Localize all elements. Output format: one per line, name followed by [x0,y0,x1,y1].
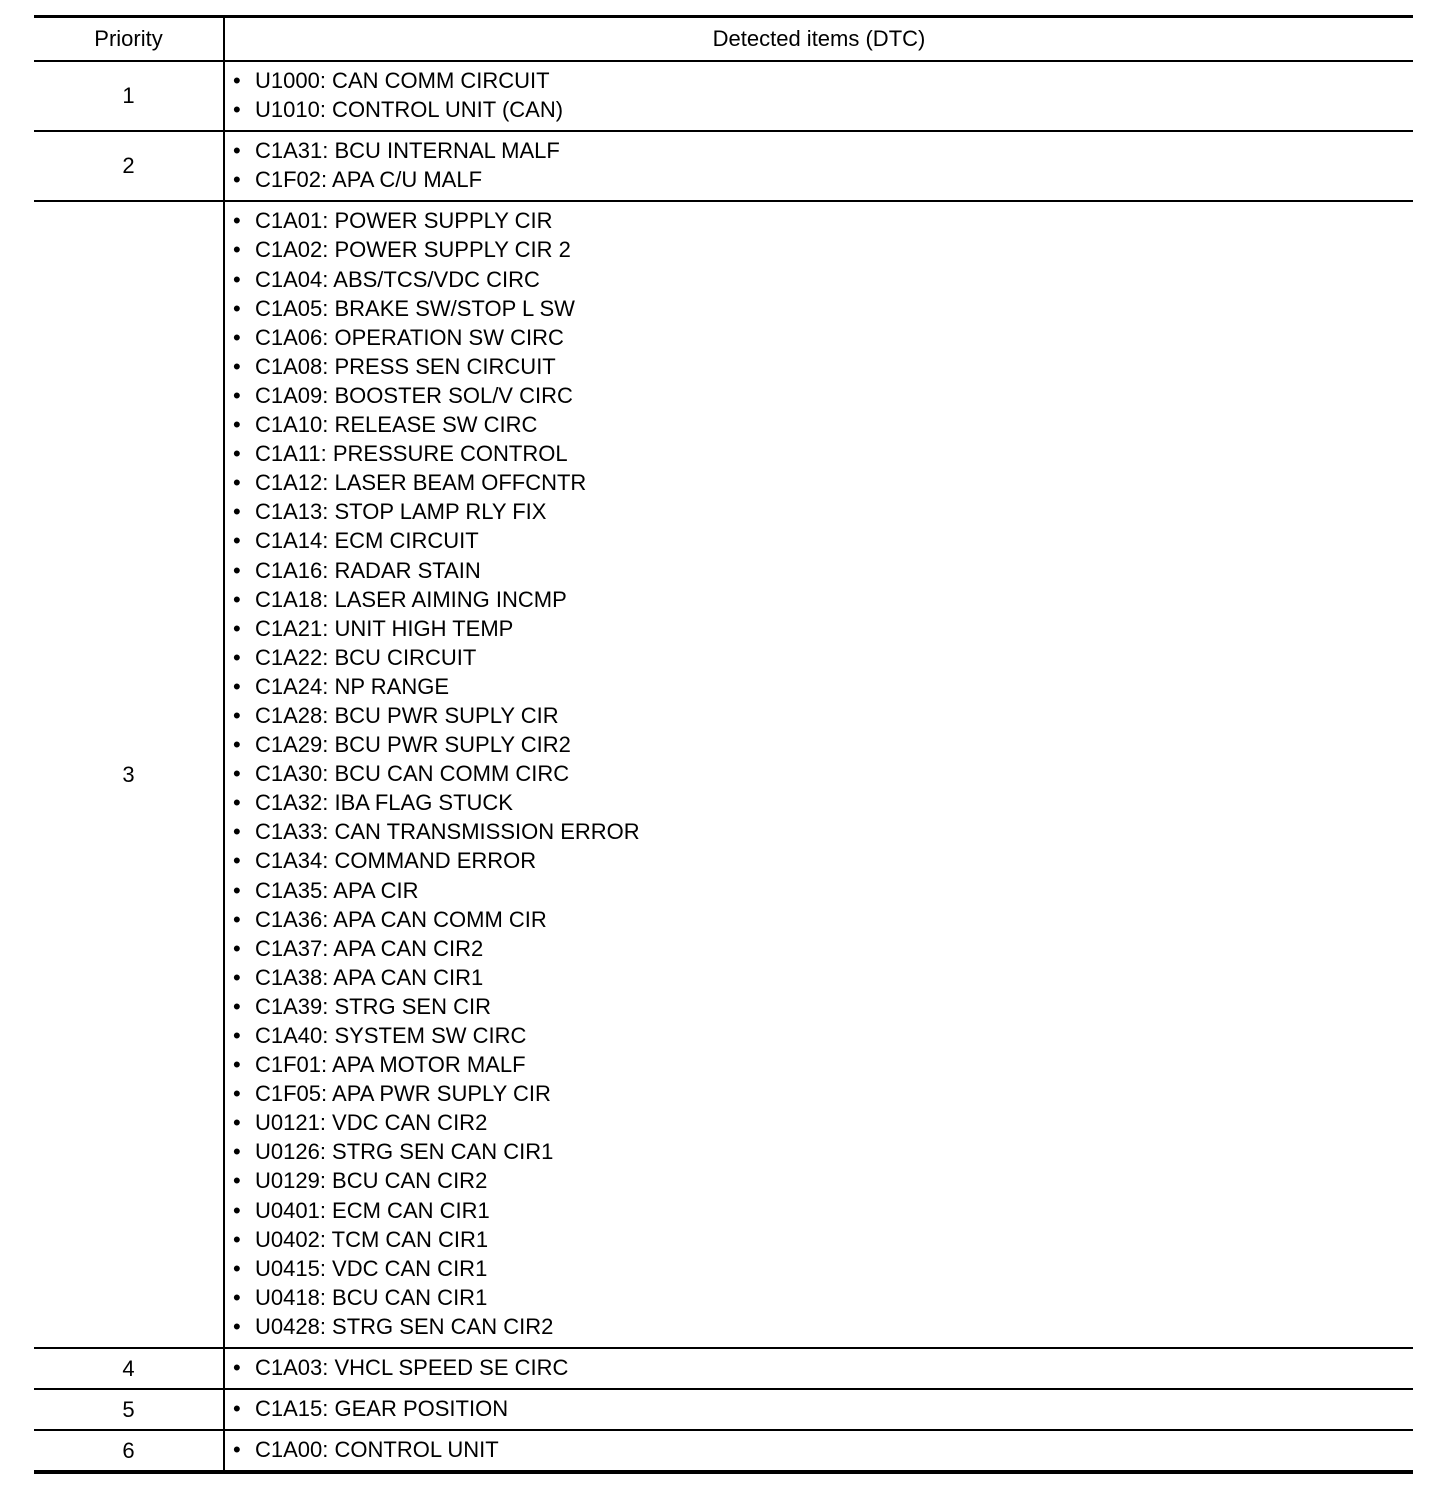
dtc-item-text: U0129: BCU CAN CIR2 [255,1168,488,1194]
bullet-icon: • [233,138,241,164]
bullet-icon: • [233,761,241,787]
list-item [233,585,1413,614]
list-item [233,643,1413,672]
list-item [233,905,1413,934]
header-detected-items: Detected items (DTC) [224,17,1413,62]
bullet-icon: • [233,877,241,903]
detected-items-cell [224,131,1413,201]
dtc-item-text: C1A36: APA CAN COMM CIR [255,906,547,932]
detected-items-cell [224,1430,1413,1472]
bullet-icon: • [233,1023,241,1048]
dtc-item-text: C1A24: NP RANGE [255,673,450,699]
list-item [233,95,1413,124]
dtc-item-text: C1A39: STRG SEN CIR [255,993,491,1019]
bullet-icon: • [233,208,241,234]
bullet-icon: • [233,528,241,554]
list-item [233,672,1413,701]
bullet-icon: • [233,1168,241,1194]
dtc-item-text: U0126: STRG SEN CAN CIR1 [255,1139,554,1165]
list-item [233,352,1413,381]
bullet-icon: • [233,1081,241,1107]
list-item [233,1353,1413,1382]
priority-cell: 5 [34,1389,224,1430]
bullet-icon: • [233,906,241,932]
dtc-list [225,1390,1413,1429]
bullet-icon: • [233,499,241,525]
list-item [233,701,1413,730]
dtc-item-text: C1A37: APA CAN CIR2 [255,935,484,961]
dtc-item-text: C1A15: GEAR POSITION [255,1396,509,1422]
dtc-item-text: C1F02: APA C/U MALF [255,167,483,193]
dtc-list [225,202,1413,1347]
bullet-icon: • [233,1255,241,1281]
table-row [34,61,1413,131]
list-item [233,1196,1413,1225]
list-item [233,934,1413,963]
dtc-item-text: C1A09: BOOSTER SOL/V CIRC [255,382,573,408]
dtc-item-text: C1A38: APA CAN CIR1 [255,964,484,990]
bullet-icon: • [233,1139,241,1165]
list-item [233,1079,1413,1108]
bullet-icon: • [233,673,241,699]
dtc-item-text: C1A40: SYSTEM SW CIRC [255,1023,527,1048]
list-item [233,1435,1413,1464]
priority-cell: 1 [34,61,224,131]
bullet-icon: • [233,68,241,93]
bullet-icon: • [233,412,241,438]
bullet-icon: • [233,1396,241,1422]
bullet-icon: • [233,790,241,816]
list-item [233,1021,1413,1050]
bullet-icon: • [233,1110,241,1136]
list-item [233,846,1413,875]
priority-cell: 2 [34,131,224,201]
dtc-item-text: C1A04: ABS/TCS/VDC CIRC [255,266,540,292]
list-item [233,963,1413,992]
dtc-item-text: C1A03: VHCL SPEED SE CIRC [255,1355,569,1381]
list-item [233,526,1413,555]
bullet-icon: • [233,732,241,758]
dtc-item-text: C1A08: PRESS SEN CIRCUIT [255,353,556,379]
dtc-item-text: C1A22: BCU CIRCUIT [255,644,477,670]
bullet-icon: • [233,1313,241,1339]
list-item [233,1394,1413,1423]
table-row [34,201,1413,1348]
list-item [233,1108,1413,1137]
bullet-icon: • [233,1226,241,1252]
table-row [34,1389,1413,1430]
dtc-list [225,132,1413,200]
header-priority: Priority [34,17,224,62]
bullet-icon: • [233,702,241,728]
list-item [233,992,1413,1021]
bullet-icon: • [233,167,241,193]
bullet-icon: • [233,848,241,874]
list-item [233,556,1413,585]
list-item [233,1225,1413,1254]
dtc-item-text: C1A28: BCU PWR SUPLY CIR [255,702,559,728]
dtc-item-text: C1A35: APA CIR [255,877,419,903]
dtc-item-text: C1A14: ECM CIRCUIT [255,528,479,554]
bullet-icon: • [233,295,241,321]
list-item [233,614,1413,643]
bullet-icon: • [233,557,241,583]
table-row [34,1430,1413,1472]
dtc-item-text: U0401: ECM CAN CIR1 [255,1197,490,1223]
bullet-icon: • [233,266,241,292]
list-item [233,410,1413,439]
dtc-item-text: C1F05: APA PWR SUPLY CIR [255,1081,551,1107]
list-item [233,468,1413,497]
list-item [233,730,1413,759]
list-item [233,323,1413,352]
bullet-icon: • [233,470,241,496]
bullet-icon: • [233,935,241,961]
bullet-icon: • [233,97,241,123]
bullet-icon: • [233,1197,241,1223]
list-item [233,497,1413,526]
dtc-item-text: C1A06: OPERATION SW CIRC [255,324,564,350]
dtc-item-text: C1A21: UNIT HIGH TEMP [255,615,514,641]
dtc-item-text: C1A10: RELEASE SW CIRC [255,412,538,438]
dtc-item-text: U0428: STRG SEN CAN CIR2 [255,1313,554,1339]
priority-cell: 4 [34,1348,224,1389]
dtc-item-text: U1000: CAN COMM CIRCUIT [255,68,550,93]
table-header-row [34,17,1413,62]
detected-items-cell [224,1348,1413,1389]
list-item [233,1166,1413,1195]
list-item [233,165,1413,194]
dtc-item-text: C1A29: BCU PWR SUPLY CIR2 [255,732,571,758]
detected-items-cell [224,1389,1413,1430]
list-item [233,759,1413,788]
list-item [233,265,1413,294]
dtc-list [225,62,1413,130]
bullet-icon: • [233,993,241,1019]
dtc-item-text: C1A32: IBA FLAG STUCK [255,790,513,816]
bullet-icon: • [233,964,241,990]
list-item [233,66,1413,95]
list-item [233,1050,1413,1079]
bullet-icon: • [233,441,241,467]
list-item [233,294,1413,323]
dtc-list [225,1431,1413,1470]
dtc-item-text: U0415: VDC CAN CIR1 [255,1255,488,1281]
dtc-item-text: U0402: TCM CAN CIR1 [255,1226,489,1252]
priority-cell: 3 [34,201,224,1348]
dtc-item-text: C1A18: LASER AIMING INCMP [255,586,567,612]
dtc-item-text: C1A11: PRESSURE CONTROL [255,441,568,467]
bullet-icon: • [233,1052,241,1078]
table-row [34,1348,1413,1389]
list-item [233,876,1413,905]
list-item [233,1312,1413,1341]
list-item [233,381,1413,410]
bullet-icon: • [233,324,241,350]
list-item [233,788,1413,817]
dtc-list [225,1349,1413,1388]
dtc-item-text: U0121: VDC CAN CIR2 [255,1110,488,1136]
bullet-icon: • [233,644,241,670]
list-item [233,1283,1413,1312]
list-item [233,439,1413,468]
detected-items-cell [224,61,1413,131]
dtc-item-text: C1A33: CAN TRANSMISSION ERROR [255,819,640,845]
dtc-item-text: U0418: BCU CAN CIR1 [255,1284,488,1310]
bullet-icon: • [233,1437,241,1463]
bullet-icon: • [233,586,241,612]
dtc-item-text: C1A00: CONTROL UNIT [255,1437,499,1463]
dtc-item-text: C1A30: BCU CAN COMM CIRC [255,761,570,787]
list-item [233,235,1413,264]
list-item [233,1137,1413,1166]
dtc-item-text: C1A05: BRAKE SW/STOP L SW [255,295,575,321]
bullet-icon: • [233,382,241,408]
bullet-icon: • [233,615,241,641]
list-item [233,1254,1413,1283]
dtc-item-text: C1F01: APA MOTOR MALF [255,1052,526,1078]
list-item [233,136,1413,165]
dtc-item-text: C1A02: POWER SUPPLY CIR 2 [255,237,571,263]
list-item [233,206,1413,235]
bullet-icon: • [233,1355,241,1381]
bullet-icon: • [233,353,241,379]
dtc-item-text: C1A13: STOP LAMP RLY FIX [255,499,547,525]
dtc-item-text: C1A16: RADAR STAIN [255,557,481,583]
dtc-item-text: C1A01: POWER SUPPLY CIR [255,208,553,234]
bullet-icon: • [233,1284,241,1310]
priority-cell: 6 [34,1430,224,1472]
dtc-item-text: C1A34: COMMAND ERROR [255,848,537,874]
table-body [34,61,1413,1472]
detected-items-cell [224,201,1413,1348]
dtc-item-text: C1A31: BCU INTERNAL MALF [255,138,560,164]
table-row [34,131,1413,201]
bullet-icon: • [233,819,241,845]
bullet-icon: • [233,237,241,263]
dtc-priority-table [34,15,1413,1474]
dtc-item-text: U1010: CONTROL UNIT (CAN) [255,97,564,123]
dtc-item-text: C1A12: LASER BEAM OFFCNTR [255,470,587,496]
list-item [233,817,1413,846]
